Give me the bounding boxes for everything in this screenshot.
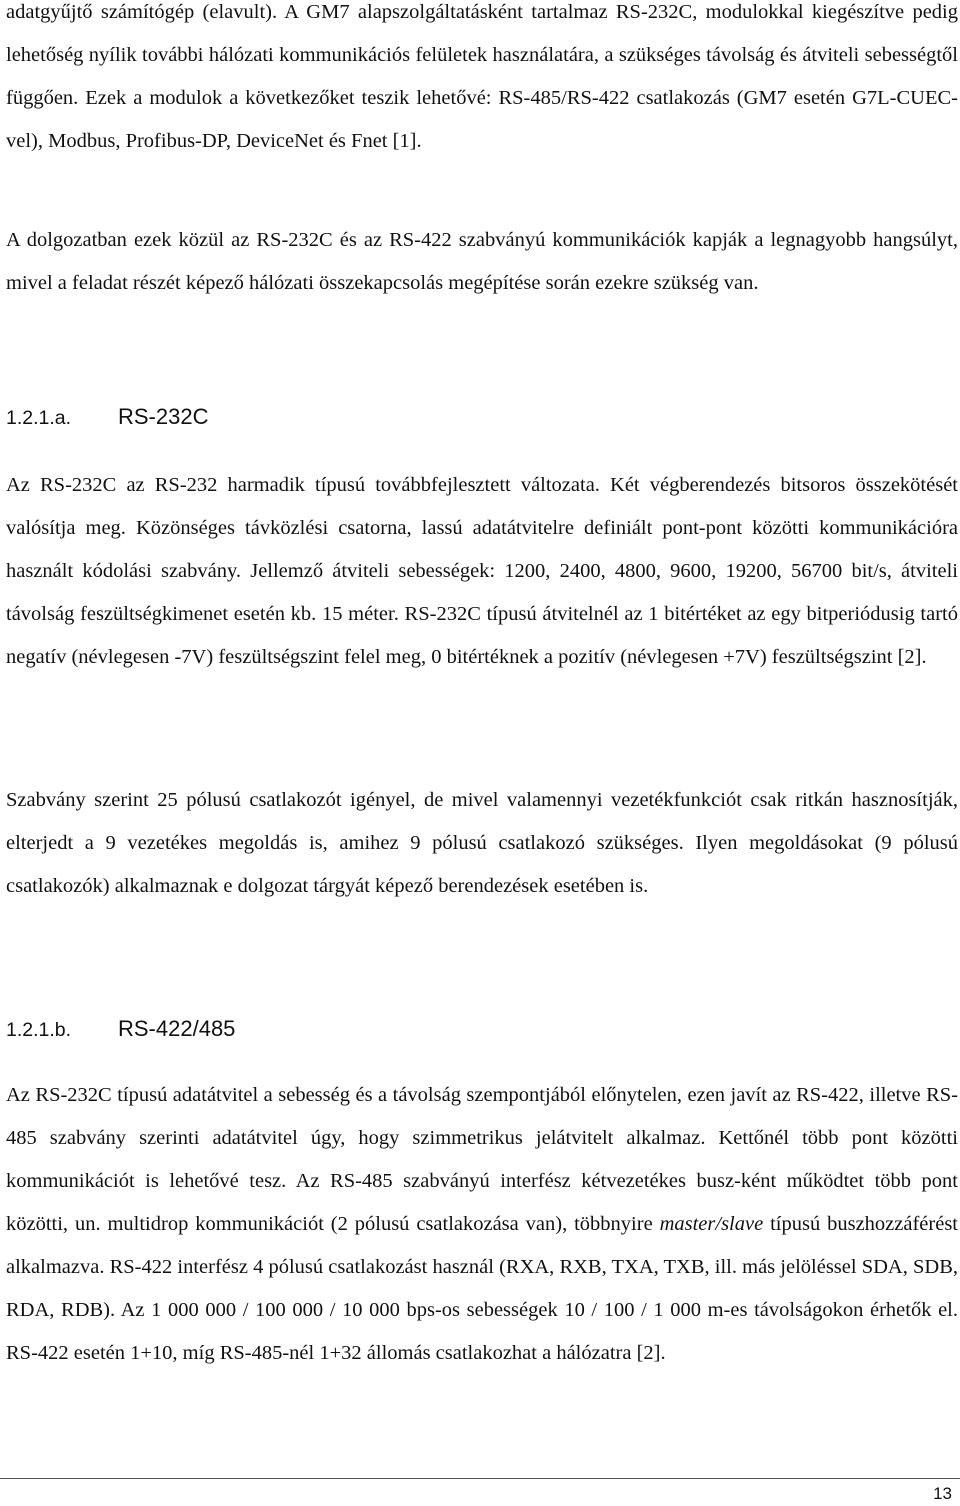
paragraph-text: A dolgozatban ezek közül az RS-232C és az RS-422 szabványú kommunikációk kapják a legnagyobb hangsúlyt, mivel a feladat részét képező hálózati összekapcsolás megépítése során ezekre szükség van.: [6, 229, 958, 294]
paragraph-modules: [6, 0, 958, 163]
section-heading-rs422-485: [6, 1016, 958, 1042]
paragraph-text: Szabvány szerint 25 pólusú csatlakozót igényel, de mivel valamennyi vezetékfunkciót csak ritkán hasznosítják, elterjedt a 9 vezetékes megoldás is, amihez 9 pólusú csatlakozó szükséges. Ilyen megoldásokat (9 pólusú csatlakozók) alkalmaznak e dolgozat tárgyát képező berendezések esetében is.: [6, 789, 958, 897]
section-number: 1.2.1.a.: [6, 407, 72, 429]
paragraph-text: adatgyűjtő számítógép (elavult). A GM7 alapszolgáltatásként tartalmaz RS-232C, modulokkal kiegészítve pedig lehetőség nyílik további hálózati kommunikációs felületek használatára, a szükséges távolság és átviteli sebességtől függően. Ezek a modulok a következőket teszik lehetővé: RS-485/RS-422 csatlakozás (GM7 esetén G7L-CUEC-vel), Modbus, Profibus-DP, DeviceNet és Fnet [1].: [6, 1, 958, 152]
paragraph-rs422-485-description: [6, 1074, 958, 1375]
paragraph-text: Az RS-232C az RS-232 harmadik típusú továbbfejlesztett változata. Két végberendezés bitsoros összekötését valósítja meg. Közönséges távközlési csatorna, lassú adatátvitelre definiált pont-pont közötti kommunikációra használt kódolási szabvány. Jellemző átviteli sebességek: 1200, 2400, 4800, 9600, 19200, 56700 bit/s, átviteli távolság feszültségkimenet esetén kb. 15 méter. RS-232C típusú átvitelnél az 1 bitértéket az egy bitperiódusig tartó negatív (névlegesen -7V) feszültségszint felel meg, 0 bitértéknek a pozitív (névlegesen +7V) feszültségszint [2].: [6, 474, 958, 668]
footer-divider: [0, 1478, 960, 1479]
page-number: 13: [933, 1484, 952, 1503]
paragraph-emphasis: master/slave: [659, 1213, 764, 1235]
section-title: RS-422/485: [118, 1016, 236, 1041]
paragraph-text: típusú buszhozzáférést alkalmazva. RS-422 interfész 4 pólusú csatlakozást használ (RXA, RXB, TXA, TXB, ill. más jelöléssel SDA, SDB, RDA, RDB). Az 1 000 000 / 100 000 / 10 000 bps-os sebességek 10 / 100 / 1 000 m-es távolságokon érhetők el. RS-422 esetén 1+10, míg RS-485-nél 1+32 állomás csatlakozhat a hálózatra [2].: [6, 1213, 958, 1364]
section-heading-rs232c: [6, 404, 958, 430]
paragraph-text: Az RS-232C típusú adatátvitel a sebesség és a távolság szempontjából előnytelen, ezen javít az RS-422, illetve RS-485 szabvány szerinti adatátvitel úgy, hogy szimmetrikus jelátvitelt alkalmaz. Kettőnél több pont közötti kommunikációt is lehetővé tesz. Az RS-485 szabványú interfész kétvezetékes busz-ként működtet több pont közötti, un. multidrop kommunikációt (2 pólusú csatlakozása van), többnyire: [6, 1084, 958, 1235]
paragraph-connector: [6, 779, 958, 908]
paragraph-focus: [6, 219, 958, 305]
paragraph-rs232c-description: [6, 464, 958, 679]
section-number: 1.2.1.b.: [6, 1019, 72, 1041]
section-title: RS-232C: [118, 404, 209, 429]
